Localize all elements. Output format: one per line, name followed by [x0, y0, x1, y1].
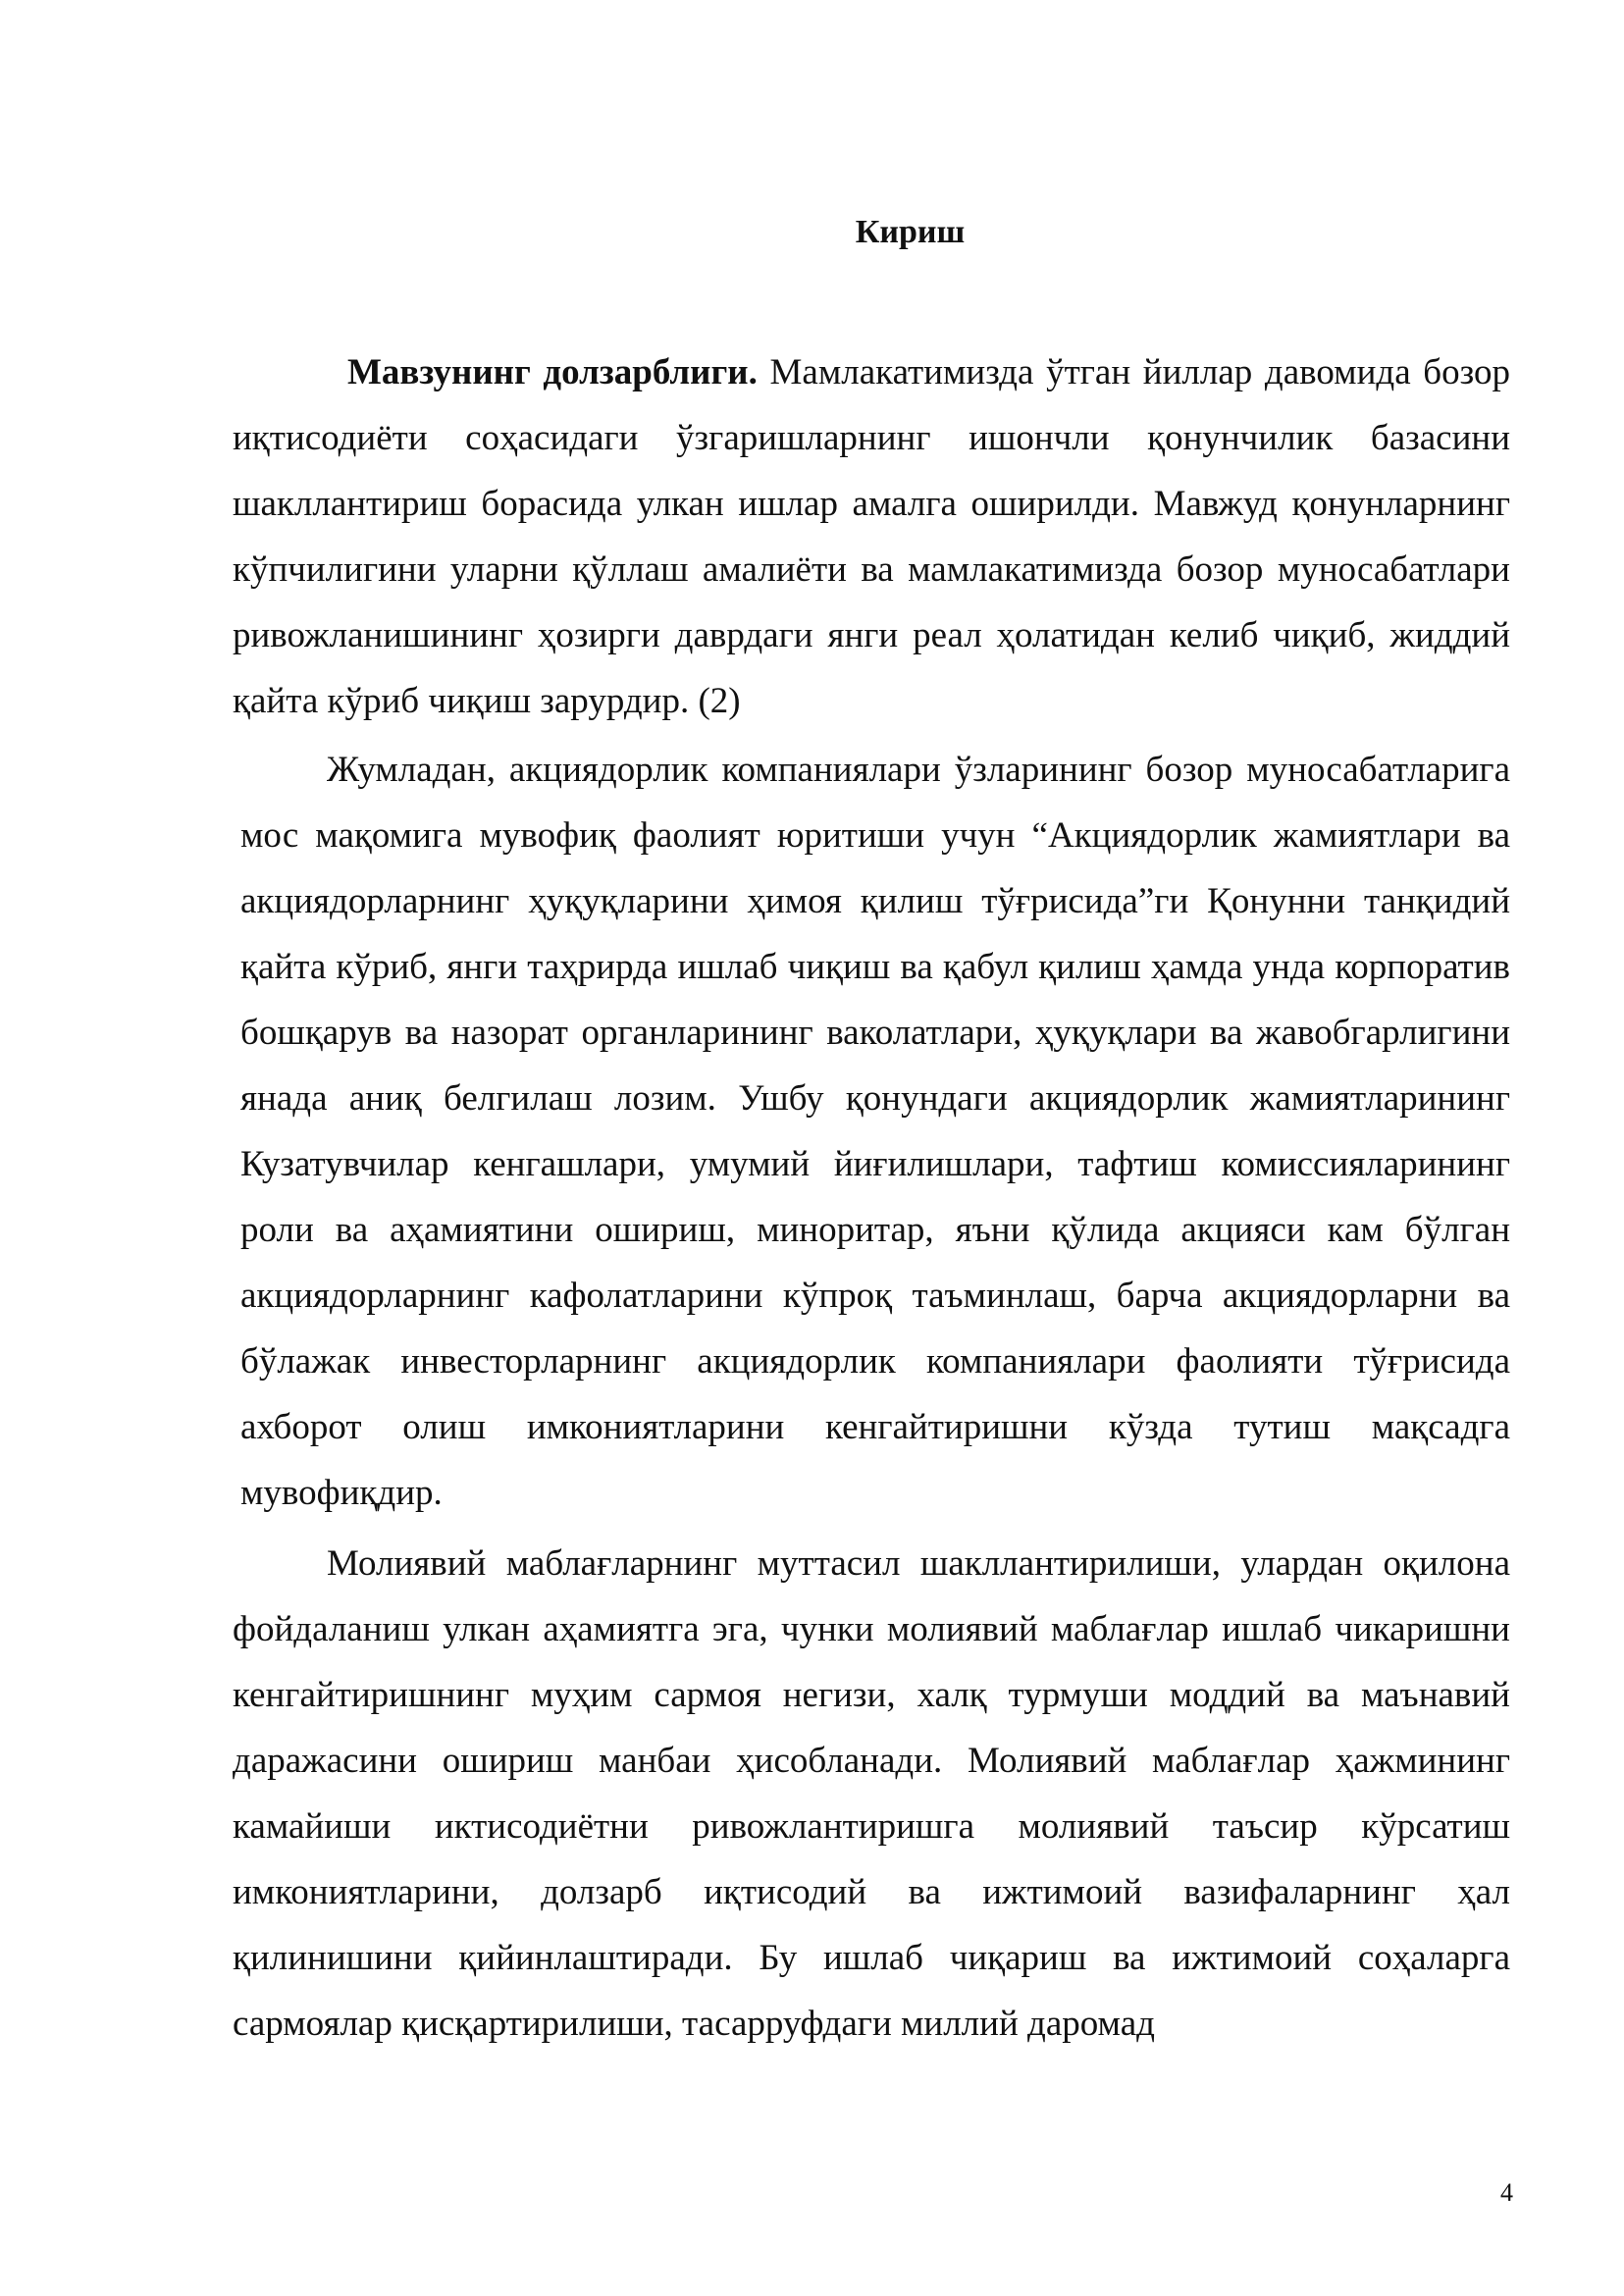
page-number: 4	[1500, 2178, 1513, 2207]
paragraph-joint-stock	[240, 737, 1510, 1526]
paragraph-text: Молиявий маблағларнинг муттасил шакллантирилиши, улардан оқилона фойдаланиш улкан аҳамиятга эга, чунки молиявий маблағлар ишлаб чикаришни кенгайтиришнинг муҳим сармоя негизи, халқ турмуши моддий ва маънавий даражасини ошириш манбаи ҳисобланади. Молиявий маблағлар ҳажмининг камайиши иктисодиётни ривожлантиришга молиявий таъсир кўрсатиш имкониятларини, долзарб иқтисодий ва ижтимоий вазифаларнинг ҳал қилинишини қийинлаштиради. Бу ишлаб чиқариш ва ижтимоий соҳаларга сармоялар қисқартирилиши, тасарруфдаги миллий даромад	[233, 1543, 1510, 2044]
section-heading: Кириш	[855, 214, 966, 250]
paragraph-relevance	[233, 339, 1510, 734]
paragraph-text: Жумладан, акциядорлик компаниялари ўзларининг бозор муносабатларига мос мақомига мувофиқ фаолият юритиши учун “Акциядорлик жамиятлари ва акциядорларнинг ҳуқуқларини ҳимоя қилиш тўғрисида”ги Қонунни танқидий қайта кўриб, янги таҳрирда ишлаб чиқиш ва қабул қилиш ҳамда унда корпоратив бошқарув ва назорат органларининг ваколатлари, ҳуқуқлари ва жавобгарлигини янада аниқ белгилаш лозим. Ушбу қонундаги акциядорлик жамиятларининг Кузатувчилар кенгашлари, умумий йиғилишлари, тафтиш комиссияларининг роли ва аҳамиятини ошириш, миноритар, яъни қўлида акцияси кам бўлган акциядорларнинг кафолатларини кўпроқ таъминлаш, барча акциядорларни ва бўлажак инвесторларнинг акциядорлик компаниялари фаолияти тўғрисида ахборот олиш имкониятларини кенгайтиришни кўзда тутиш мақсадга мувофиқдир.	[240, 750, 1510, 1513]
paragraph-text: Мамлакатимизда ўтган йиллар давомида бозор иқтисодиёти соҳасидаги ўзгаришларнинг ишончли қонунчилик базасини шакллантириш борасида улкан ишлар амалга оширилди. Мавжуд қонунларнинг кўпчилигини уларни қўллаш амалиёти ва мамлакатимизда бозор муносабатлари ривожланишининг ҳозирги даврдаги янги реал ҳолатидан келиб чиқиб, жиддий қайта кўриб чиқиш зарурдир. (2)	[233, 352, 1510, 721]
paragraph-financial-resources	[233, 1531, 1510, 2057]
paragraph-lead: Мавзунинг долзарблиги.	[347, 352, 758, 392]
